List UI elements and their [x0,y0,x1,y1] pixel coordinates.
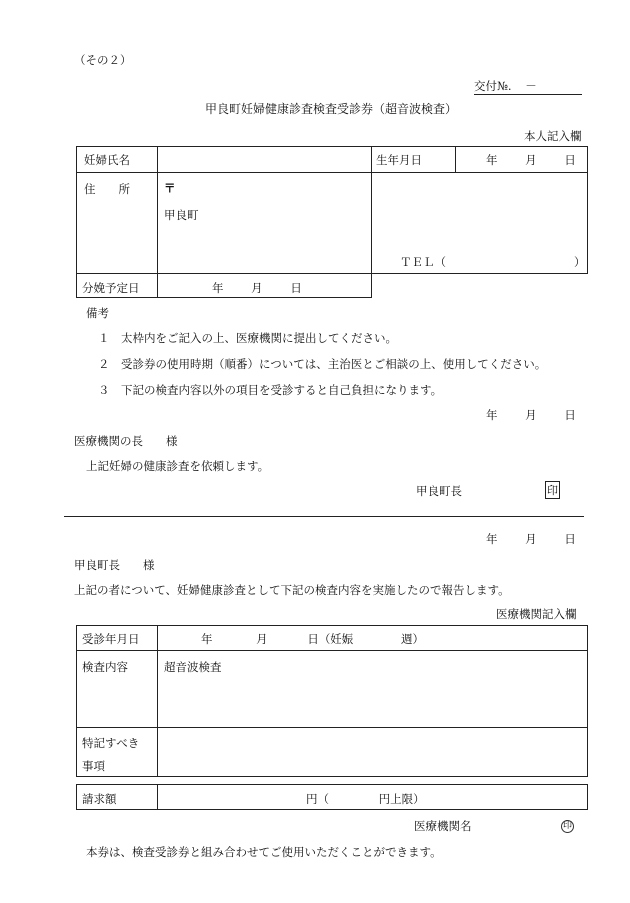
report-date [486,531,576,547]
tel-field[interactable] [452,250,570,270]
note-item: ２ 受診券の使用時期（順番）については、主治医とご相談の上、使用してください。 [98,357,547,371]
request-body: 上記妊婦の健康診査を依頼します。 [86,459,270,473]
visit-day: 日 [307,632,319,646]
report-header: 医療機関記入欄 [496,607,577,621]
section1-header: 本人記入欄 [524,129,582,143]
yen-open: 円（ [306,792,329,806]
form-number: （その２） [74,53,132,67]
table-rule [157,784,158,810]
visit-year: 年 [201,632,213,646]
request-month: 月 [525,408,537,422]
seal-mark: 印 [545,481,560,499]
name-label: 妊婦氏名 [84,153,130,167]
table-rule [455,146,456,172]
request-day: 日 [564,408,576,422]
issue-number-label: 交付№. [474,79,512,93]
table-rule [157,625,158,777]
special-label: 特記すべき [82,736,140,750]
pregnancy-week: 週） [400,632,424,646]
notes-title: 備考 [86,306,109,320]
footer-note: 本券は、検査受診券と組み合わせてご使用いただくことができます。 [86,845,442,859]
page-title: 甲良町妊婦健康診査検査受診券（超音波検査） [205,102,458,116]
fee-label: 請求額 [82,792,117,806]
request-addressee: 医療機関の長 様 [74,434,178,448]
request-signer: 甲良町長 [416,484,462,498]
note-item: ３ 下記の検査内容以外の項目を受診すると自己負担になります。 [98,383,443,397]
dob-label: 生年月日 [376,153,422,167]
due-year: 年 [212,281,224,295]
address-label: 住 所 [84,182,130,196]
table-rule [76,727,588,728]
dob-day: 日 [564,153,576,167]
tel-label: ＴＥＬ（ [400,255,446,269]
tel-close: ） [574,255,586,269]
special-label-2: 事項 [82,759,105,773]
yen-limit: 円上限） [378,792,425,806]
request-year: 年 [486,408,498,422]
table-rule [76,650,588,651]
pregnancy-open: （妊娠 [318,632,354,646]
report-month: 月 [525,532,537,546]
table-rule [76,172,588,173]
visit-date-field[interactable] [201,631,424,647]
due-month: 月 [251,281,263,295]
dob-month: 月 [525,153,537,167]
due-day: 日 [290,281,302,295]
clinic-label: 医療機関名 [414,819,472,833]
exam-label: 検査内容 [82,660,128,674]
issue-number-value: － [525,79,537,93]
due-date-label: 分娩予定日 [82,281,140,295]
report-body: 上記の者について、妊婦健康診査として下記の検査内容を実施したので報告します。 [74,583,510,597]
name-field[interactable] [160,150,368,170]
exam-value: 超音波検査 [164,660,222,674]
report-day: 日 [564,532,576,546]
report-year: 年 [486,532,498,546]
issue-number[interactable] [474,78,582,95]
visit-month: 月 [256,632,268,646]
report-addressee: 甲良町長 様 [74,558,155,572]
special-notes-field[interactable] [162,731,582,773]
section-divider [64,516,584,517]
address-field[interactable] [162,224,582,246]
note-item: １ 太枠内をご記入の上、医療機関に提出してください。 [98,331,397,345]
request-date [486,407,576,423]
dob-year: 年 [486,153,498,167]
postal-mark: 〒 [164,181,176,195]
fee-field[interactable] [306,791,425,807]
clinic-seal: 印 [562,821,572,831]
town-name: 甲良町 [164,208,199,222]
dob-field[interactable] [486,152,576,168]
visit-date-label: 受診年月日 [82,632,140,646]
due-date-field[interactable] [212,280,302,296]
